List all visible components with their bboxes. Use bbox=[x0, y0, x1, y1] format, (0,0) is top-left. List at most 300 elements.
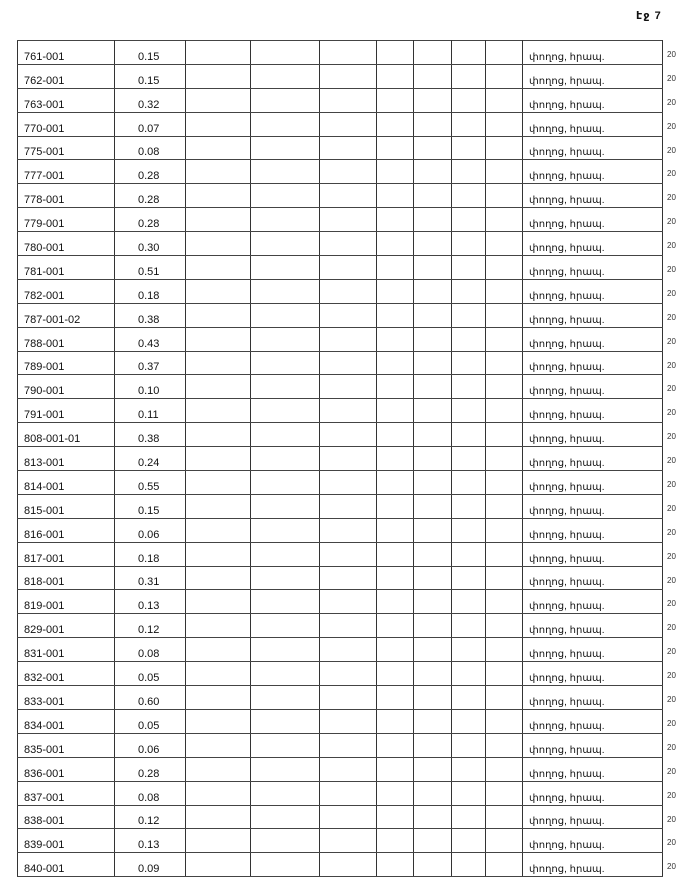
empty-cell bbox=[377, 303, 414, 327]
empty-cell bbox=[320, 136, 377, 160]
parcel-area: 0.32 bbox=[115, 88, 186, 112]
margin-marks bbox=[663, 40, 685, 876]
empty-cell bbox=[486, 805, 523, 829]
parcel-code: 839-001 bbox=[18, 829, 115, 853]
parcel-purpose: փողոց, հրապ. bbox=[523, 232, 663, 256]
parcel-area: 0.37 bbox=[115, 351, 186, 375]
empty-cell bbox=[486, 375, 523, 399]
parcel-purpose: փողոց, հրապ. bbox=[523, 686, 663, 710]
empty-cell bbox=[452, 447, 486, 471]
empty-cell bbox=[452, 853, 486, 877]
empty-cell bbox=[414, 638, 452, 662]
parcel-purpose: փողոց, հրապ. bbox=[523, 781, 663, 805]
empty-cell bbox=[320, 184, 377, 208]
empty-cell bbox=[414, 88, 452, 112]
empty-cell bbox=[377, 279, 414, 303]
parcel-area: 0.08 bbox=[115, 136, 186, 160]
empty-cell bbox=[486, 853, 523, 877]
empty-cell bbox=[486, 351, 523, 375]
parcel-area: 0.08 bbox=[115, 781, 186, 805]
table-row bbox=[18, 662, 663, 686]
empty-cell bbox=[452, 590, 486, 614]
table-row bbox=[18, 160, 663, 184]
parcel-area: 0.10 bbox=[115, 375, 186, 399]
table-row bbox=[18, 494, 663, 518]
margin-mark: 20 bbox=[667, 408, 676, 418]
empty-cell bbox=[320, 256, 377, 280]
empty-cell bbox=[452, 327, 486, 351]
empty-cell bbox=[452, 399, 486, 423]
empty-cell bbox=[186, 805, 251, 829]
parcel-purpose: փողոց, հրապ. bbox=[523, 64, 663, 88]
empty-cell bbox=[452, 88, 486, 112]
parcel-area: 0.12 bbox=[115, 805, 186, 829]
empty-cell bbox=[320, 279, 377, 303]
empty-cell bbox=[414, 232, 452, 256]
empty-cell bbox=[452, 423, 486, 447]
empty-cell bbox=[320, 375, 377, 399]
margin-mark: 20 bbox=[667, 814, 676, 824]
margin-mark: 20 bbox=[667, 456, 676, 466]
parcel-code: 814-001 bbox=[18, 471, 115, 495]
parcel-purpose: փողոց, հրապ. bbox=[523, 399, 663, 423]
table-row bbox=[18, 136, 663, 160]
empty-cell bbox=[320, 351, 377, 375]
empty-cell bbox=[320, 733, 377, 757]
empty-cell bbox=[320, 494, 377, 518]
empty-cell bbox=[320, 853, 377, 877]
empty-cell bbox=[186, 88, 251, 112]
empty-cell bbox=[414, 757, 452, 781]
empty-cell bbox=[452, 542, 486, 566]
empty-cell bbox=[251, 351, 320, 375]
parcel-code: 829-001 bbox=[18, 614, 115, 638]
empty-cell bbox=[320, 614, 377, 638]
parcel-code: 777-001 bbox=[18, 160, 115, 184]
empty-cell bbox=[486, 423, 523, 447]
empty-cell bbox=[186, 638, 251, 662]
margin-mark: 20 bbox=[667, 790, 676, 800]
empty-cell bbox=[486, 709, 523, 733]
parcel-area: 0.08 bbox=[115, 638, 186, 662]
parcel-area: 0.18 bbox=[115, 279, 186, 303]
parcel-code: 832-001 bbox=[18, 662, 115, 686]
empty-cell bbox=[320, 327, 377, 351]
empty-cell bbox=[320, 303, 377, 327]
empty-cell bbox=[486, 447, 523, 471]
table-row bbox=[18, 88, 663, 112]
parcel-area: 0.13 bbox=[115, 829, 186, 853]
empty-cell bbox=[486, 494, 523, 518]
table-row bbox=[18, 112, 663, 136]
empty-cell bbox=[186, 518, 251, 542]
empty-cell bbox=[414, 494, 452, 518]
land-register-table bbox=[17, 40, 663, 877]
empty-cell bbox=[377, 136, 414, 160]
empty-cell bbox=[486, 41, 523, 65]
table-row bbox=[18, 757, 663, 781]
empty-cell bbox=[414, 566, 452, 590]
parcel-purpose: փողոց, հրապ. bbox=[523, 829, 663, 853]
empty-cell bbox=[320, 112, 377, 136]
empty-cell bbox=[486, 184, 523, 208]
empty-cell bbox=[414, 853, 452, 877]
empty-cell bbox=[377, 686, 414, 710]
parcel-area: 0.15 bbox=[115, 41, 186, 65]
empty-cell bbox=[320, 399, 377, 423]
table-row bbox=[18, 279, 663, 303]
empty-cell bbox=[186, 614, 251, 638]
empty-cell bbox=[452, 160, 486, 184]
empty-cell bbox=[186, 423, 251, 447]
margin-mark: 20 bbox=[667, 432, 676, 442]
parcel-area: 0.05 bbox=[115, 709, 186, 733]
table-row bbox=[18, 542, 663, 566]
empty-cell bbox=[377, 112, 414, 136]
empty-cell bbox=[452, 829, 486, 853]
parcel-purpose: փողոց, հրապ. bbox=[523, 757, 663, 781]
parcel-purpose: փողոց, հրապ. bbox=[523, 351, 663, 375]
empty-cell bbox=[486, 279, 523, 303]
empty-cell bbox=[251, 160, 320, 184]
empty-cell bbox=[186, 542, 251, 566]
table-row bbox=[18, 327, 663, 351]
empty-cell bbox=[414, 805, 452, 829]
parcel-purpose: փողոց, հրապ. bbox=[523, 160, 663, 184]
empty-cell bbox=[251, 494, 320, 518]
parcel-area: 0.43 bbox=[115, 327, 186, 351]
margin-mark: 20 bbox=[667, 384, 676, 394]
empty-cell bbox=[251, 41, 320, 65]
empty-cell bbox=[486, 662, 523, 686]
parcel-code: 838-001 bbox=[18, 805, 115, 829]
empty-cell bbox=[186, 471, 251, 495]
empty-cell bbox=[251, 232, 320, 256]
margin-mark: 20 bbox=[667, 718, 676, 728]
empty-cell bbox=[414, 279, 452, 303]
table-row bbox=[18, 64, 663, 88]
empty-cell bbox=[186, 829, 251, 853]
margin-mark: 20 bbox=[667, 121, 676, 131]
table-row bbox=[18, 518, 663, 542]
empty-cell bbox=[452, 686, 486, 710]
table-row bbox=[18, 471, 663, 495]
table-row bbox=[18, 41, 663, 65]
parcel-code: 787-001-02 bbox=[18, 303, 115, 327]
empty-cell bbox=[251, 542, 320, 566]
page-number: էջ 7 bbox=[636, 10, 662, 22]
empty-cell bbox=[486, 686, 523, 710]
empty-cell bbox=[377, 518, 414, 542]
parcel-area: 0.09 bbox=[115, 853, 186, 877]
empty-cell bbox=[186, 709, 251, 733]
parcel-purpose: փողոց, հրապ. bbox=[523, 518, 663, 542]
parcel-area: 0.28 bbox=[115, 160, 186, 184]
parcel-code: 781-001 bbox=[18, 256, 115, 280]
parcel-area: 0.30 bbox=[115, 232, 186, 256]
empty-cell bbox=[320, 160, 377, 184]
table-row bbox=[18, 208, 663, 232]
empty-cell bbox=[486, 232, 523, 256]
empty-cell bbox=[377, 208, 414, 232]
table-row bbox=[18, 232, 663, 256]
margin-mark: 20 bbox=[667, 623, 676, 633]
empty-cell bbox=[186, 733, 251, 757]
empty-cell bbox=[377, 662, 414, 686]
parcel-area: 0.06 bbox=[115, 518, 186, 542]
parcel-purpose: փողոց, հրապ. bbox=[523, 423, 663, 447]
empty-cell bbox=[186, 494, 251, 518]
empty-cell bbox=[251, 279, 320, 303]
margin-mark: 20 bbox=[667, 312, 676, 322]
empty-cell bbox=[414, 303, 452, 327]
empty-cell bbox=[486, 160, 523, 184]
empty-cell bbox=[452, 375, 486, 399]
parcel-area: 0.28 bbox=[115, 208, 186, 232]
empty-cell bbox=[377, 757, 414, 781]
margin-mark: 20 bbox=[667, 288, 676, 298]
margin-mark: 20 bbox=[667, 97, 676, 107]
empty-cell bbox=[414, 351, 452, 375]
parcel-area: 0.12 bbox=[115, 614, 186, 638]
empty-cell bbox=[186, 853, 251, 877]
empty-cell bbox=[377, 375, 414, 399]
parcel-code: 834-001 bbox=[18, 709, 115, 733]
empty-cell bbox=[452, 733, 486, 757]
empty-cell bbox=[377, 351, 414, 375]
parcel-purpose: փողոց, հրապ. bbox=[523, 208, 663, 232]
empty-cell bbox=[486, 829, 523, 853]
empty-cell bbox=[377, 542, 414, 566]
empty-cell bbox=[486, 614, 523, 638]
empty-cell bbox=[377, 41, 414, 65]
empty-cell bbox=[377, 614, 414, 638]
parcel-area: 0.07 bbox=[115, 112, 186, 136]
table-row bbox=[18, 614, 663, 638]
empty-cell bbox=[377, 853, 414, 877]
empty-cell bbox=[414, 542, 452, 566]
empty-cell bbox=[414, 447, 452, 471]
empty-cell bbox=[320, 709, 377, 733]
empty-cell bbox=[186, 41, 251, 65]
empty-cell bbox=[452, 279, 486, 303]
parcel-area: 0.31 bbox=[115, 566, 186, 590]
parcel-purpose: փողոց, հրապ. bbox=[523, 566, 663, 590]
empty-cell bbox=[377, 327, 414, 351]
empty-cell bbox=[186, 447, 251, 471]
margin-mark: 20 bbox=[667, 599, 676, 609]
empty-cell bbox=[452, 112, 486, 136]
empty-cell bbox=[251, 423, 320, 447]
margin-mark: 20 bbox=[667, 169, 676, 179]
parcel-purpose: փողոց, հրապ. bbox=[523, 590, 663, 614]
parcel-area: 0.51 bbox=[115, 256, 186, 280]
empty-cell bbox=[186, 112, 251, 136]
empty-cell bbox=[320, 423, 377, 447]
empty-cell bbox=[377, 566, 414, 590]
empty-cell bbox=[414, 733, 452, 757]
empty-cell bbox=[377, 709, 414, 733]
parcel-purpose: փողոց, հրապ. bbox=[523, 853, 663, 877]
empty-cell bbox=[186, 279, 251, 303]
empty-cell bbox=[377, 160, 414, 184]
empty-cell bbox=[377, 590, 414, 614]
margin-mark: 20 bbox=[667, 193, 676, 203]
margin-mark: 20 bbox=[667, 766, 676, 776]
empty-cell bbox=[452, 208, 486, 232]
empty-cell bbox=[452, 518, 486, 542]
empty-cell bbox=[186, 757, 251, 781]
empty-cell bbox=[452, 638, 486, 662]
empty-cell bbox=[251, 184, 320, 208]
margin-mark: 20 bbox=[667, 551, 676, 561]
parcel-purpose: փողոց, հրապ. bbox=[523, 614, 663, 638]
table-row bbox=[18, 805, 663, 829]
parcel-purpose: փողոց, հրապ. bbox=[523, 327, 663, 351]
table-row bbox=[18, 351, 663, 375]
parcel-code: 808-001-01 bbox=[18, 423, 115, 447]
empty-cell bbox=[414, 112, 452, 136]
parcel-area: 0.38 bbox=[115, 303, 186, 327]
empty-cell bbox=[486, 542, 523, 566]
empty-cell bbox=[414, 590, 452, 614]
empty-cell bbox=[452, 709, 486, 733]
empty-cell bbox=[251, 566, 320, 590]
parcel-purpose: փողոց, հրապ. bbox=[523, 184, 663, 208]
empty-cell bbox=[452, 494, 486, 518]
parcel-code: 831-001 bbox=[18, 638, 115, 662]
empty-cell bbox=[414, 256, 452, 280]
parcel-code: 790-001 bbox=[18, 375, 115, 399]
empty-cell bbox=[414, 327, 452, 351]
empty-cell bbox=[186, 566, 251, 590]
empty-cell bbox=[377, 64, 414, 88]
parcel-purpose: փողոց, հրապ. bbox=[523, 303, 663, 327]
empty-cell bbox=[486, 327, 523, 351]
empty-cell bbox=[486, 638, 523, 662]
empty-cell bbox=[251, 518, 320, 542]
empty-cell bbox=[251, 829, 320, 853]
parcel-code: 779-001 bbox=[18, 208, 115, 232]
empty-cell bbox=[186, 375, 251, 399]
empty-cell bbox=[486, 518, 523, 542]
parcel-purpose: փողոց, հրապ. bbox=[523, 112, 663, 136]
empty-cell bbox=[186, 232, 251, 256]
empty-cell bbox=[414, 64, 452, 88]
margin-mark: 20 bbox=[667, 742, 676, 752]
empty-cell bbox=[251, 686, 320, 710]
empty-cell bbox=[377, 399, 414, 423]
empty-cell bbox=[486, 399, 523, 423]
empty-cell bbox=[251, 256, 320, 280]
empty-cell bbox=[486, 208, 523, 232]
parcel-code: 835-001 bbox=[18, 733, 115, 757]
empty-cell bbox=[186, 208, 251, 232]
empty-cell bbox=[320, 518, 377, 542]
table-row bbox=[18, 447, 663, 471]
empty-cell bbox=[486, 590, 523, 614]
parcel-code: 778-001 bbox=[18, 184, 115, 208]
empty-cell bbox=[186, 351, 251, 375]
parcel-purpose: փողոց, հրապ. bbox=[523, 494, 663, 518]
empty-cell bbox=[377, 805, 414, 829]
empty-cell bbox=[320, 232, 377, 256]
parcel-code: 782-001 bbox=[18, 279, 115, 303]
parcel-code: 815-001 bbox=[18, 494, 115, 518]
empty-cell bbox=[486, 256, 523, 280]
empty-cell bbox=[414, 518, 452, 542]
margin-mark: 20 bbox=[667, 862, 676, 872]
parcel-area: 0.06 bbox=[115, 733, 186, 757]
empty-cell bbox=[251, 853, 320, 877]
empty-cell bbox=[414, 41, 452, 65]
margin-mark: 20 bbox=[667, 360, 676, 370]
empty-cell bbox=[377, 733, 414, 757]
parcel-purpose: փողոց, հրապ. bbox=[523, 638, 663, 662]
empty-cell bbox=[377, 638, 414, 662]
empty-cell bbox=[452, 64, 486, 88]
empty-cell bbox=[452, 757, 486, 781]
empty-cell bbox=[251, 64, 320, 88]
empty-cell bbox=[251, 757, 320, 781]
parcel-purpose: փողոց, հրապ. bbox=[523, 447, 663, 471]
table-row bbox=[18, 423, 663, 447]
empty-cell bbox=[452, 303, 486, 327]
empty-cell bbox=[320, 781, 377, 805]
empty-cell bbox=[377, 471, 414, 495]
empty-cell bbox=[486, 471, 523, 495]
parcel-purpose: փողոց, հրապ. bbox=[523, 662, 663, 686]
empty-cell bbox=[377, 781, 414, 805]
empty-cell bbox=[186, 662, 251, 686]
empty-cell bbox=[377, 232, 414, 256]
empty-cell bbox=[414, 614, 452, 638]
empty-cell bbox=[251, 805, 320, 829]
empty-cell bbox=[377, 829, 414, 853]
empty-cell bbox=[251, 88, 320, 112]
empty-cell bbox=[320, 686, 377, 710]
empty-cell bbox=[377, 184, 414, 208]
margin-mark: 20 bbox=[667, 241, 676, 251]
empty-cell bbox=[452, 805, 486, 829]
empty-cell bbox=[251, 709, 320, 733]
empty-cell bbox=[251, 375, 320, 399]
empty-cell bbox=[452, 256, 486, 280]
parcel-purpose: փողոց, հրապ. bbox=[523, 279, 663, 303]
parcel-purpose: փողոց, հրապ. bbox=[523, 88, 663, 112]
empty-cell bbox=[251, 399, 320, 423]
parcel-code: 836-001 bbox=[18, 757, 115, 781]
empty-cell bbox=[251, 638, 320, 662]
empty-cell bbox=[320, 805, 377, 829]
empty-cell bbox=[186, 327, 251, 351]
parcel-purpose: փողոց, հրապ. bbox=[523, 256, 663, 280]
empty-cell bbox=[186, 256, 251, 280]
parcel-purpose: փողոց, հրապ. bbox=[523, 41, 663, 65]
empty-cell bbox=[486, 112, 523, 136]
parcel-code: 775-001 bbox=[18, 136, 115, 160]
empty-cell bbox=[414, 829, 452, 853]
parcel-purpose: փողոց, հրապ. bbox=[523, 375, 663, 399]
margin-mark: 20 bbox=[667, 336, 676, 346]
parcel-code: 791-001 bbox=[18, 399, 115, 423]
empty-cell bbox=[486, 733, 523, 757]
parcel-purpose: փողոց, հրապ. bbox=[523, 136, 663, 160]
empty-cell bbox=[414, 471, 452, 495]
parcel-area: 0.11 bbox=[115, 399, 186, 423]
empty-cell bbox=[414, 686, 452, 710]
empty-cell bbox=[486, 757, 523, 781]
